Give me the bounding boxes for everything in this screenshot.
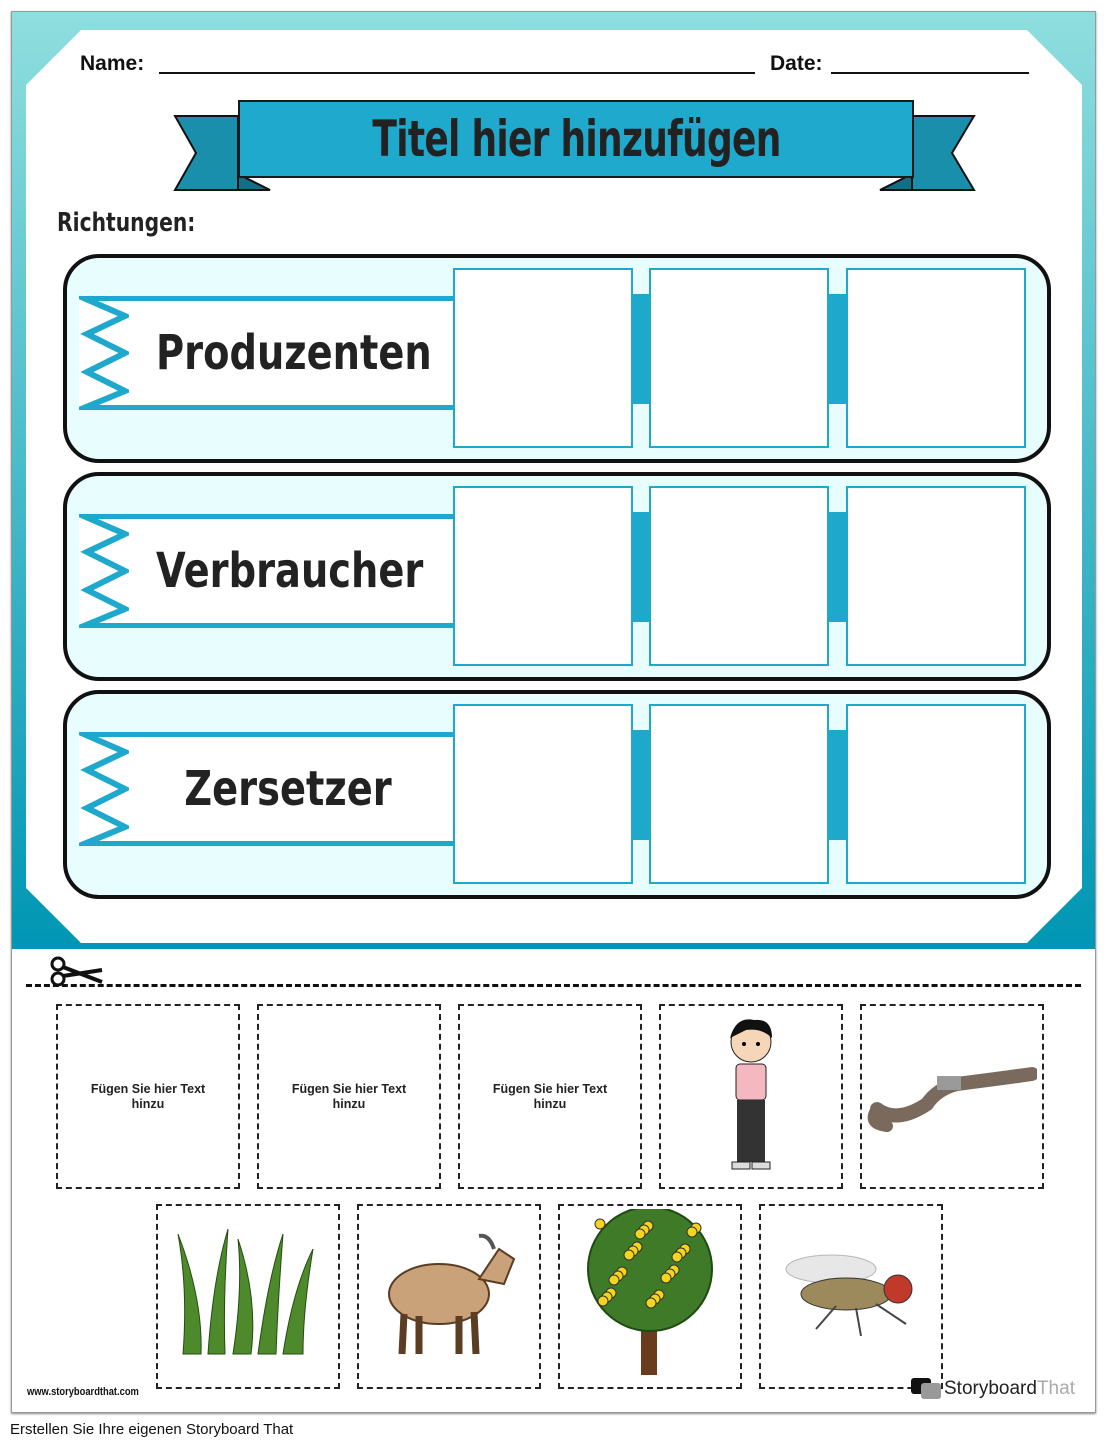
category-label-text: Zersetzer xyxy=(184,761,392,817)
name-label: Name: xyxy=(80,52,145,75)
box-connector xyxy=(828,730,846,840)
category-label xyxy=(79,296,457,410)
grass-image xyxy=(173,1229,323,1364)
storyboardthat-logo xyxy=(910,1376,1075,1402)
box-connector xyxy=(632,512,650,622)
tree-image xyxy=(575,1209,725,1384)
cutout-text-card[interactable] xyxy=(458,1004,642,1189)
cutout-image-card-goat[interactable] xyxy=(357,1204,541,1389)
boy-image xyxy=(716,1014,786,1179)
cutout-image-card-fly[interactable] xyxy=(759,1204,943,1389)
category-label xyxy=(79,732,457,846)
category-label xyxy=(79,514,457,628)
zigzag-edge xyxy=(79,514,129,628)
answer-box[interactable] xyxy=(846,486,1026,666)
zigzag-edge xyxy=(79,732,129,846)
date-field[interactable] xyxy=(831,72,1029,74)
cutout-image-card-worm[interactable] xyxy=(860,1004,1044,1189)
box-connector xyxy=(828,512,846,622)
date-label: Date: xyxy=(770,52,823,75)
answer-box[interactable] xyxy=(649,268,829,448)
logo-text-storyboard: Storyboard xyxy=(944,1378,1037,1399)
card-text: Fügen Sie hier Text hinzu xyxy=(492,1081,608,1111)
answer-box[interactable] xyxy=(453,486,633,666)
answer-box[interactable] xyxy=(453,704,633,884)
directions-label: Richtungen: xyxy=(57,208,196,238)
website-url[interactable]: www.storyboardthat.com xyxy=(27,1386,139,1398)
box-connector xyxy=(632,730,650,840)
box-connector xyxy=(828,294,846,404)
card-text: Fügen Sie hier Text hinzu xyxy=(90,1081,206,1111)
cutout-text-card[interactable] xyxy=(56,1004,240,1189)
answer-box[interactable] xyxy=(846,704,1026,884)
cutout-text-card[interactable] xyxy=(257,1004,441,1189)
category-row-produzenten xyxy=(63,254,1051,463)
cut-line xyxy=(26,984,1081,987)
answer-box[interactable] xyxy=(846,268,1026,448)
zigzag-edge xyxy=(79,296,129,410)
speech-bubble-icon xyxy=(910,1376,944,1402)
fly-image xyxy=(776,1244,926,1349)
title-text: Titel hier hinzufügen xyxy=(371,110,781,168)
title-banner[interactable] xyxy=(238,100,914,178)
cutout-image-card-tree[interactable] xyxy=(558,1204,742,1389)
scissors-icon xyxy=(48,952,104,988)
worksheet xyxy=(11,11,1096,1413)
answer-box[interactable] xyxy=(649,486,829,666)
cutout-image-card-grass[interactable] xyxy=(156,1204,340,1389)
goat-image xyxy=(374,1224,524,1369)
category-row-zersetzer xyxy=(63,690,1051,899)
answer-box[interactable] xyxy=(453,268,633,448)
box-connector xyxy=(632,294,650,404)
footer-caption[interactable]: Erstellen Sie Ihre eigenen Storyboard That xyxy=(10,1421,294,1438)
category-label-text: Produzenten xyxy=(156,325,432,381)
logo-text-that: That xyxy=(1036,1378,1075,1399)
worm-image xyxy=(867,1054,1037,1139)
card-text: Fügen Sie hier Text hinzu xyxy=(291,1081,407,1111)
cutout-image-card-boy[interactable] xyxy=(659,1004,843,1189)
category-label-text: Verbraucher xyxy=(156,543,424,599)
category-row-verbraucher xyxy=(63,472,1051,681)
answer-box[interactable] xyxy=(649,704,829,884)
name-field[interactable] xyxy=(159,72,755,74)
